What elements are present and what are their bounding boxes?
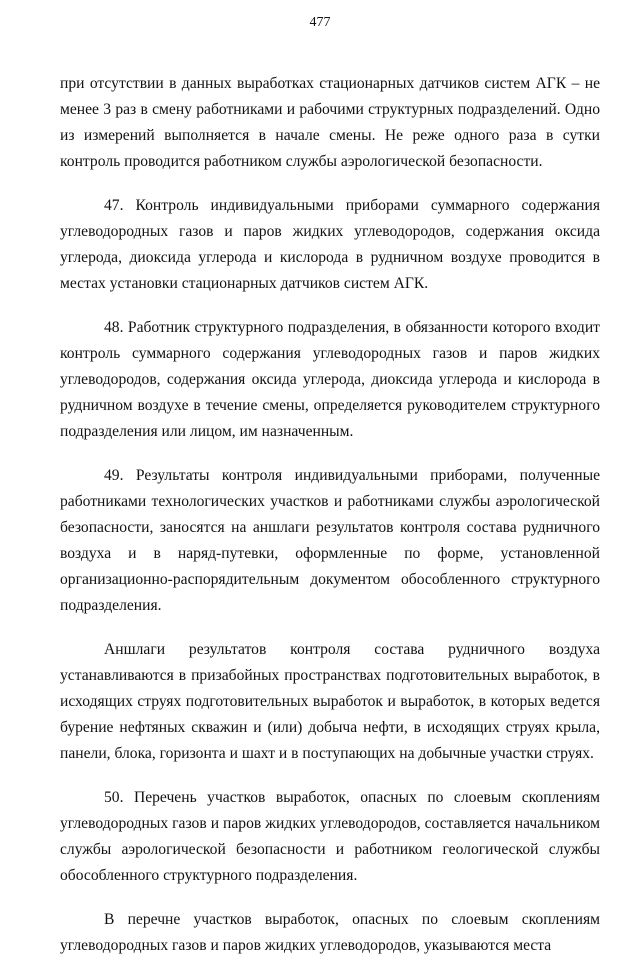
paragraph-49: 49. Результаты контроля индивидуальными приборами, полученные работниками технологических участков и работниками службы аэрологической безопасности, заносятся на аншлаги результатов контроля состава рудничного воздуха и в наряд-путевки, оформленные по форме, установленной организационно-распорядительным документом обособленного структурного подразделения.	[60, 467, 600, 614]
paragraph-ansh-lagi: Аншлаги результатов контроля состава рудничного воздуха устанавливаются в призабойных пространствах подготовительных выработок, в исходящих струях подготовительных выработок и выработок, в которых ведется бурение нефтяных скважин и (или) добыча нефти, в исходящих струях крыла, панели, блока, горизонта и шахт и в поступающих на добычные участки струях.	[60, 641, 600, 762]
document-body	[60, 71, 600, 959]
paragraph-continuation: при отсутствии в данных выработках стационарных датчиков систем АГК – не менее 3 раз в смену работниками и рабочими структурных подразделений. Одно из измерений выполняется в начале смены. Не реже одного раза в сутки контроль проводится работником службы аэрологической безопасности.	[60, 75, 600, 170]
page-number: 477	[309, 15, 331, 30]
paragraph-50: 50. Перечень участков выработок, опасных по слоевым скоплениям углеводородных газов и паров жидких углеводородов, составляется начальником службы аэрологической безопасности и работником геологической службы обособленного структурного подразделения.	[60, 789, 600, 884]
paragraph-47: 47. Контроль индивидуальными приборами суммарного содержания углеводородных газов и паров жидких углеводородов, содержания оксида углерода, диоксида углерода и кислорода в рудничном воздухе проводится в местах установки стационарных датчиков систем АГК.	[60, 197, 600, 292]
paragraph-48: 48. Работник структурного подразделения, в обязанности которого входит контроль суммарного содержания углеводородных газов и паров жидких углеводородов, содержания оксида углерода, диоксида углерода и кислорода в рудничном воздухе в течение смены, определяется руководителем структурного подразделения или лицом, им назначенным.	[60, 319, 600, 440]
paragraph-list-of-sites: В перечне участков выработок, опасных по слоевым скоплениям углеводородных газов и паров жидких углеводородов, указываются места	[60, 911, 600, 954]
